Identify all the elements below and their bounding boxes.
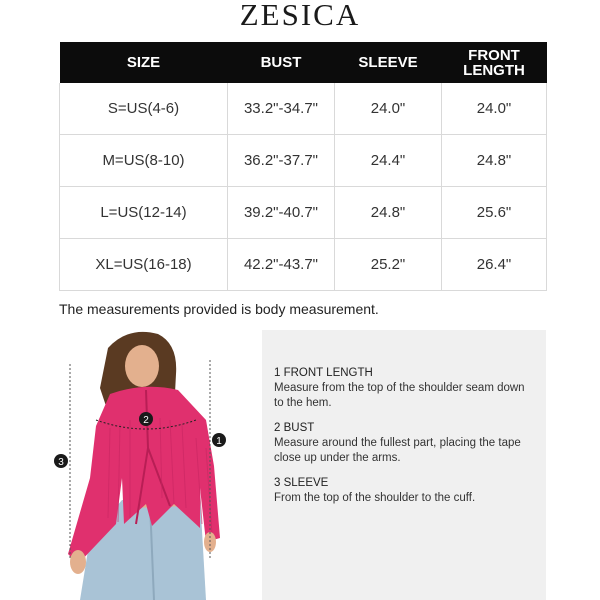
face: [125, 345, 159, 387]
marker-label: 1: [216, 436, 222, 447]
cell-bust: 42.2"-43.7": [228, 239, 335, 291]
guide-bust: [274, 421, 536, 466]
cell-sleeve: 24.8": [335, 187, 442, 239]
table-row: [60, 187, 547, 239]
marker-bust: [139, 412, 153, 426]
table-row: [60, 83, 547, 135]
measurement-note: The measurements provided is body measurement.: [59, 301, 379, 317]
header-bust: BUST: [228, 42, 335, 83]
guide-desc: From the top of the shoulder to the cuff.: [274, 492, 476, 504]
marker-sleeve: [54, 454, 68, 468]
guide-desc: Measure from the top of the shoulder seam down to the hem.: [274, 382, 525, 409]
cell-sleeve: 24.0": [335, 83, 442, 135]
guide-front-length: [274, 366, 536, 411]
header-size: SIZE: [60, 42, 228, 83]
size-chart-table: [59, 42, 547, 291]
table-row: [60, 135, 547, 187]
model-photo: [50, 328, 255, 600]
cell-size: L=US(12-14): [60, 187, 228, 239]
cell-front-length: 26.4": [442, 239, 547, 291]
cell-bust: 39.2"-40.7": [228, 187, 335, 239]
table-header-row: [60, 42, 547, 83]
cell-size: M=US(8-10): [60, 135, 228, 187]
cell-front-length: 24.8": [442, 135, 547, 187]
cell-sleeve: 24.4": [335, 135, 442, 187]
cell-bust: 36.2"-37.7": [228, 135, 335, 187]
guide-sleeve: [274, 476, 536, 506]
measurement-guide-panel: [262, 330, 546, 600]
marker-label: 3: [58, 457, 64, 468]
table-row: [60, 239, 547, 291]
guide-title: 2 BUST: [274, 422, 315, 434]
marker-front-length: [212, 433, 226, 447]
header-sleeve: SLEEVE: [335, 42, 442, 83]
cell-front-length: 25.6": [442, 187, 547, 239]
cell-bust: 33.2"-34.7": [228, 83, 335, 135]
cell-front-length: 24.0": [442, 83, 547, 135]
cell-size: XL=US(16-18): [60, 239, 228, 291]
guide-title: 1 FRONT LENGTH: [274, 367, 373, 379]
cell-sleeve: 25.2": [335, 239, 442, 291]
header-front-length: FRONT LENGTH: [442, 42, 547, 83]
brand-logo: ZESICA: [239, 0, 361, 32]
guide-desc: Measure around the fullest part, placing the tape close up under the arms.: [274, 437, 521, 464]
marker-label: 2: [143, 415, 149, 426]
cell-size: S=US(4-6): [60, 83, 228, 135]
guide-title: 3 SLEEVE: [274, 477, 329, 489]
